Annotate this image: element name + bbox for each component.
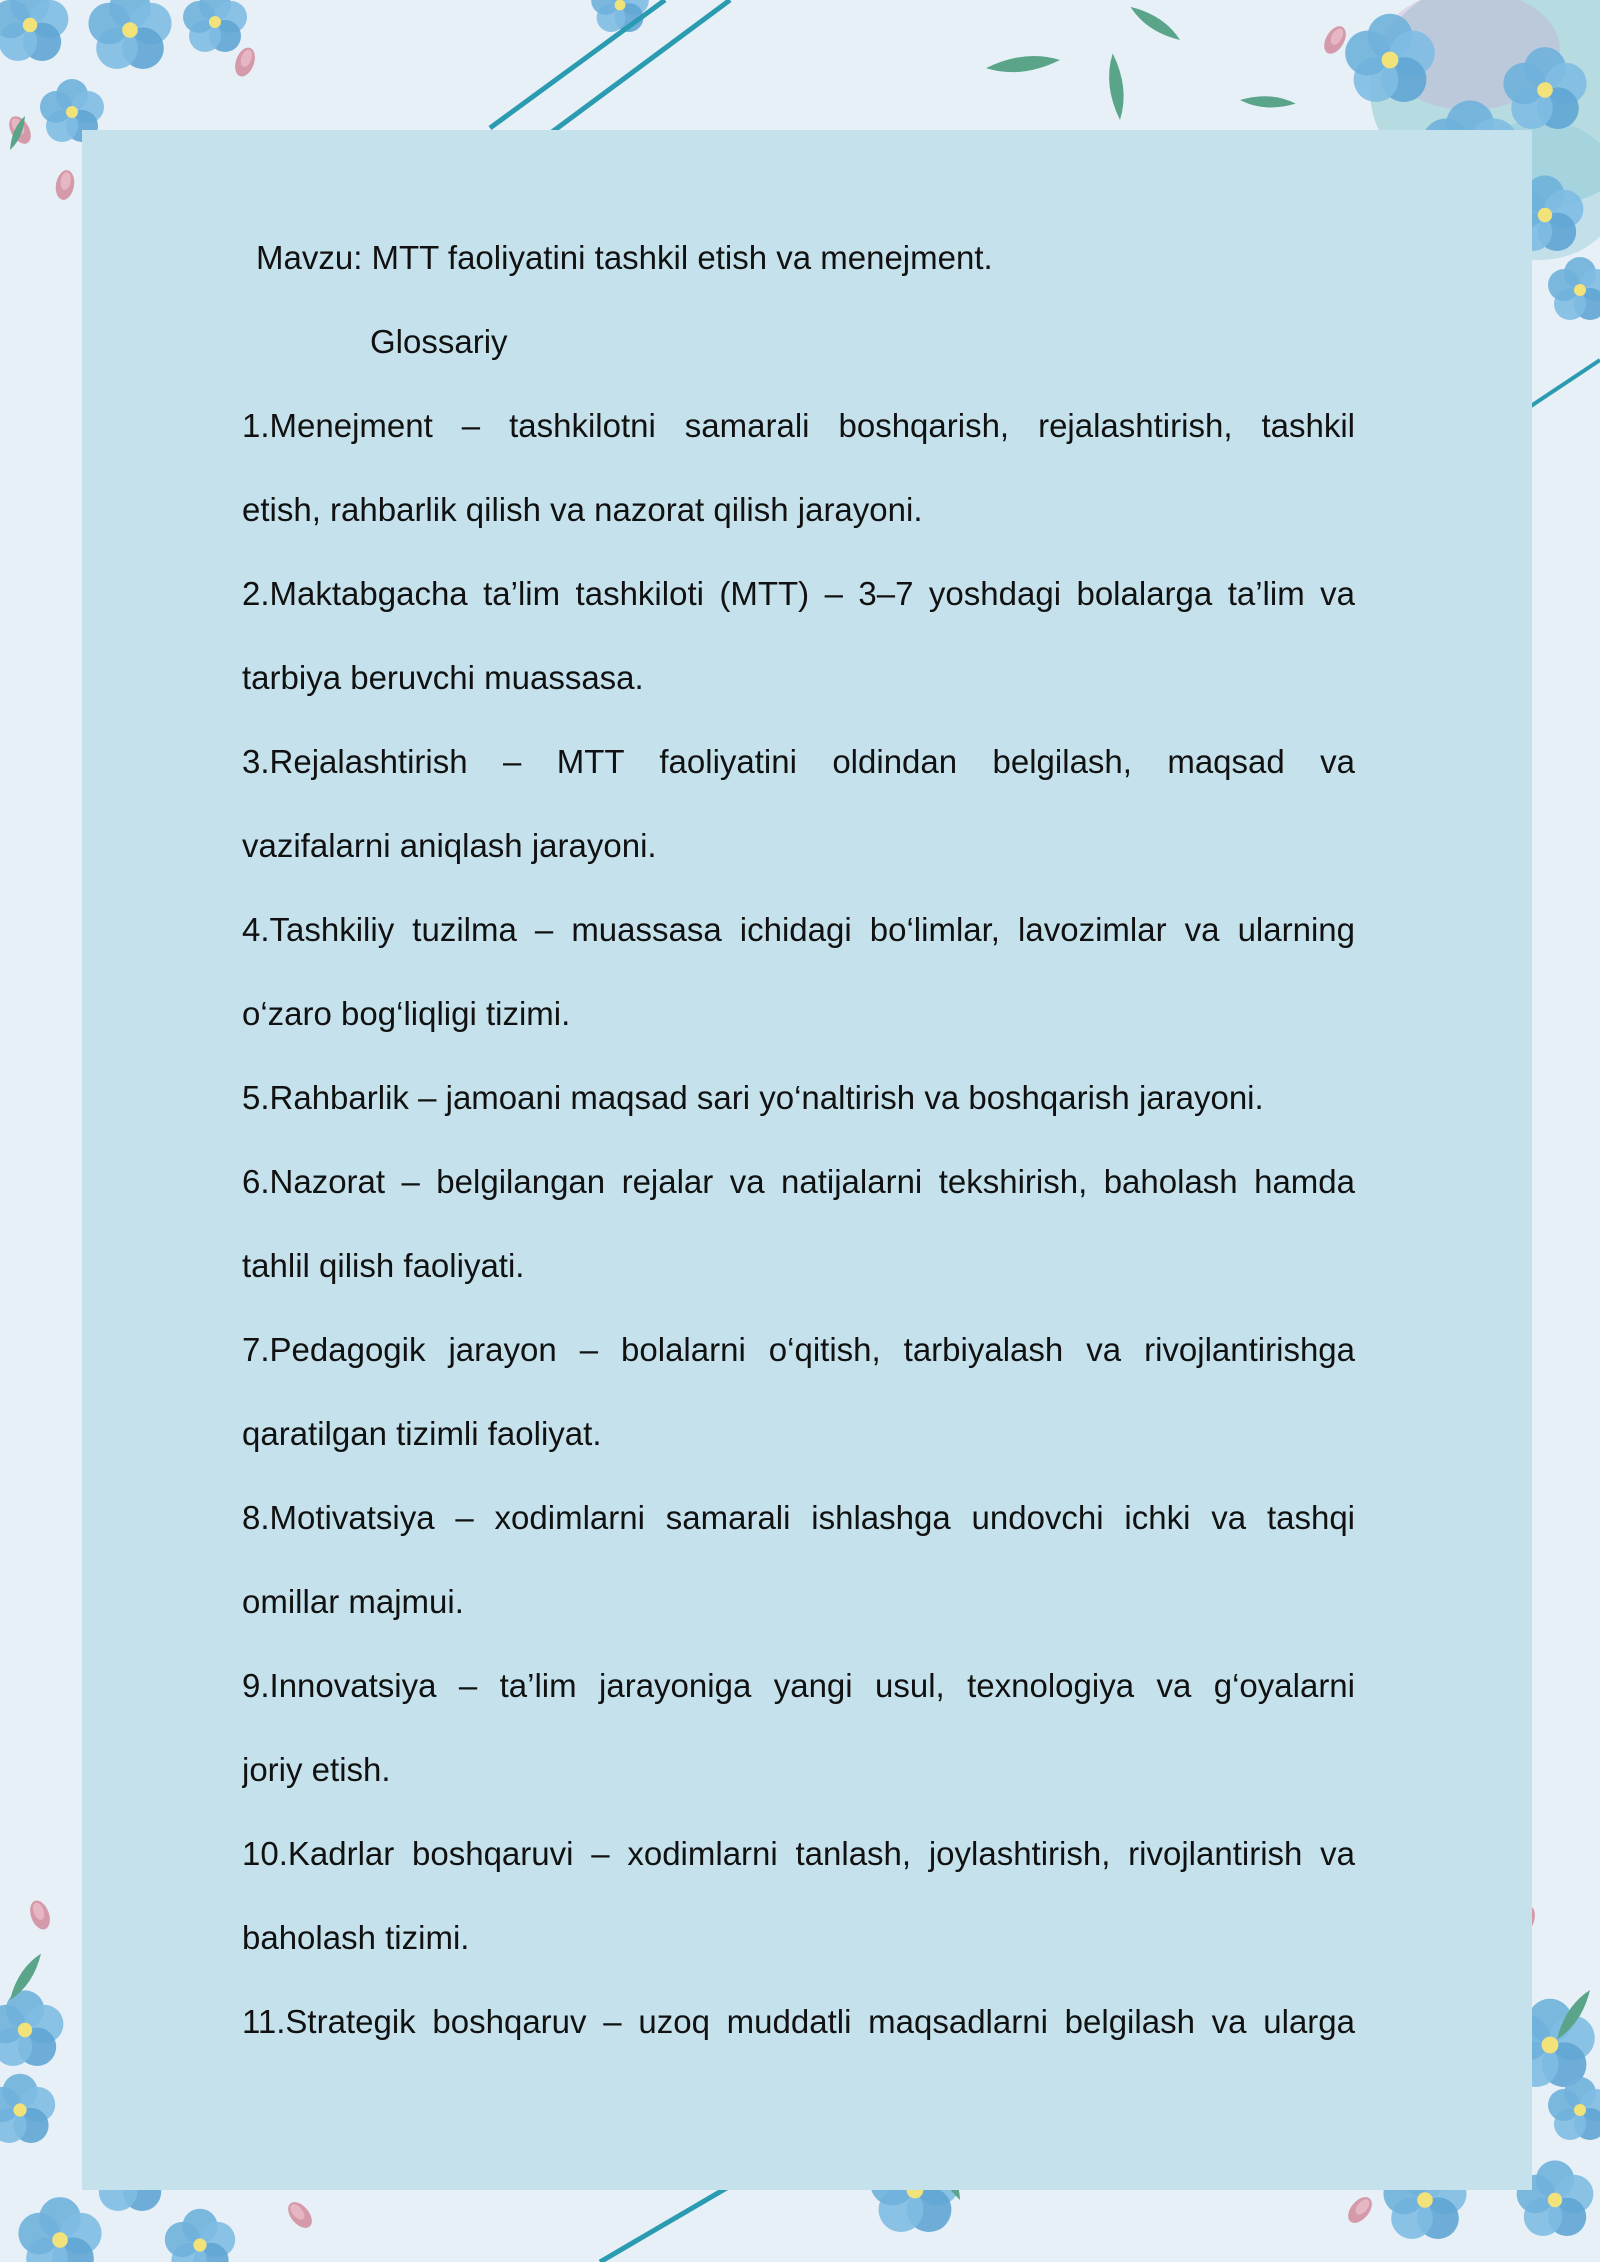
glossary-entry-8-line-2: omillar majmui. xyxy=(242,1583,464,1620)
document-body xyxy=(242,216,1355,2064)
glossary-entry-10-line-1: 10.Kadrlar boshqaruvi – xodimlarni tanlash, joylashtirish, rivojlantirish va xyxy=(242,1835,1355,1872)
document-topic: Mavzu: MTT faoliyatini tashkil etish va menejment. xyxy=(256,239,993,276)
glossary-entry-3-line-2: vazifalarni aniqlash jarayoni. xyxy=(242,827,657,864)
glossary-entry-11-line-1: 11.Strategik boshqaruv – uzoq muddatli maqsadlarni belgilash va ularga xyxy=(242,2003,1355,2040)
glossary-entry-4-line-1: 4.Tashkiliy tuzilma – muassasa ichidagi bo‘limlar, lavozimlar va ularning xyxy=(242,911,1355,948)
glossary-entry-2-line-2: tarbiya beruvchi muassasa. xyxy=(242,659,644,696)
glossary-entry-7-line-2: qaratilgan tizimli faoliyat. xyxy=(242,1415,602,1452)
glossary-entry-10-line-2: baholash tizimi. xyxy=(242,1919,470,1956)
glossary-entry-1-line-2: etish, rahbarlik qilish va nazorat qilish jarayoni. xyxy=(242,491,923,528)
glossary-entry-4-line-2: o‘zaro bog‘liqligi tizimi. xyxy=(242,995,571,1032)
glossary-entry-6-line-1: 6.Nazorat – belgilangan rejalar va natijalarni tekshirish, baholash hamda xyxy=(242,1163,1355,1200)
glossary-entry-2-line-1: 2.Maktabgacha ta’lim tashkiloti (MTT) – 3–7 yoshdagi bolalarga ta’lim va xyxy=(242,575,1355,612)
glossary-entry-5-line-1: 5.Rahbarlik – jamoani maqsad sari yo‘naltirish va boshqarish jarayoni. xyxy=(242,1079,1264,1116)
glossary-heading: Glossariy xyxy=(370,323,508,360)
glossary-entry-1-line-1: 1.Menejment – tashkilotni samarali boshqarish, rejalashtirish, tashkil xyxy=(242,407,1355,444)
glossary-entry-9-line-2: joriy etish. xyxy=(242,1751,391,1788)
glossary-entry-8-line-1: 8.Motivatsiya – xodimlarni samarali ishlashga undovchi ichki va tashqi xyxy=(242,1499,1355,1536)
glossary-entry-7-line-1: 7.Pedagogik jarayon – bolalarni o‘qitish, tarbiyalash va rivojlantirishga xyxy=(242,1331,1355,1368)
glossary-entry-3-line-1: 3.Rejalashtirish – MTT faoliyatini oldindan belgilash, maqsad va xyxy=(242,743,1355,780)
glossary-entry-6-line-2: tahlil qilish faoliyati. xyxy=(242,1247,525,1284)
glossary-entry-9-line-1: 9.Innovatsiya – ta’lim jarayoniga yangi usul, texnologiya va g‘oyalarni xyxy=(242,1667,1355,1704)
